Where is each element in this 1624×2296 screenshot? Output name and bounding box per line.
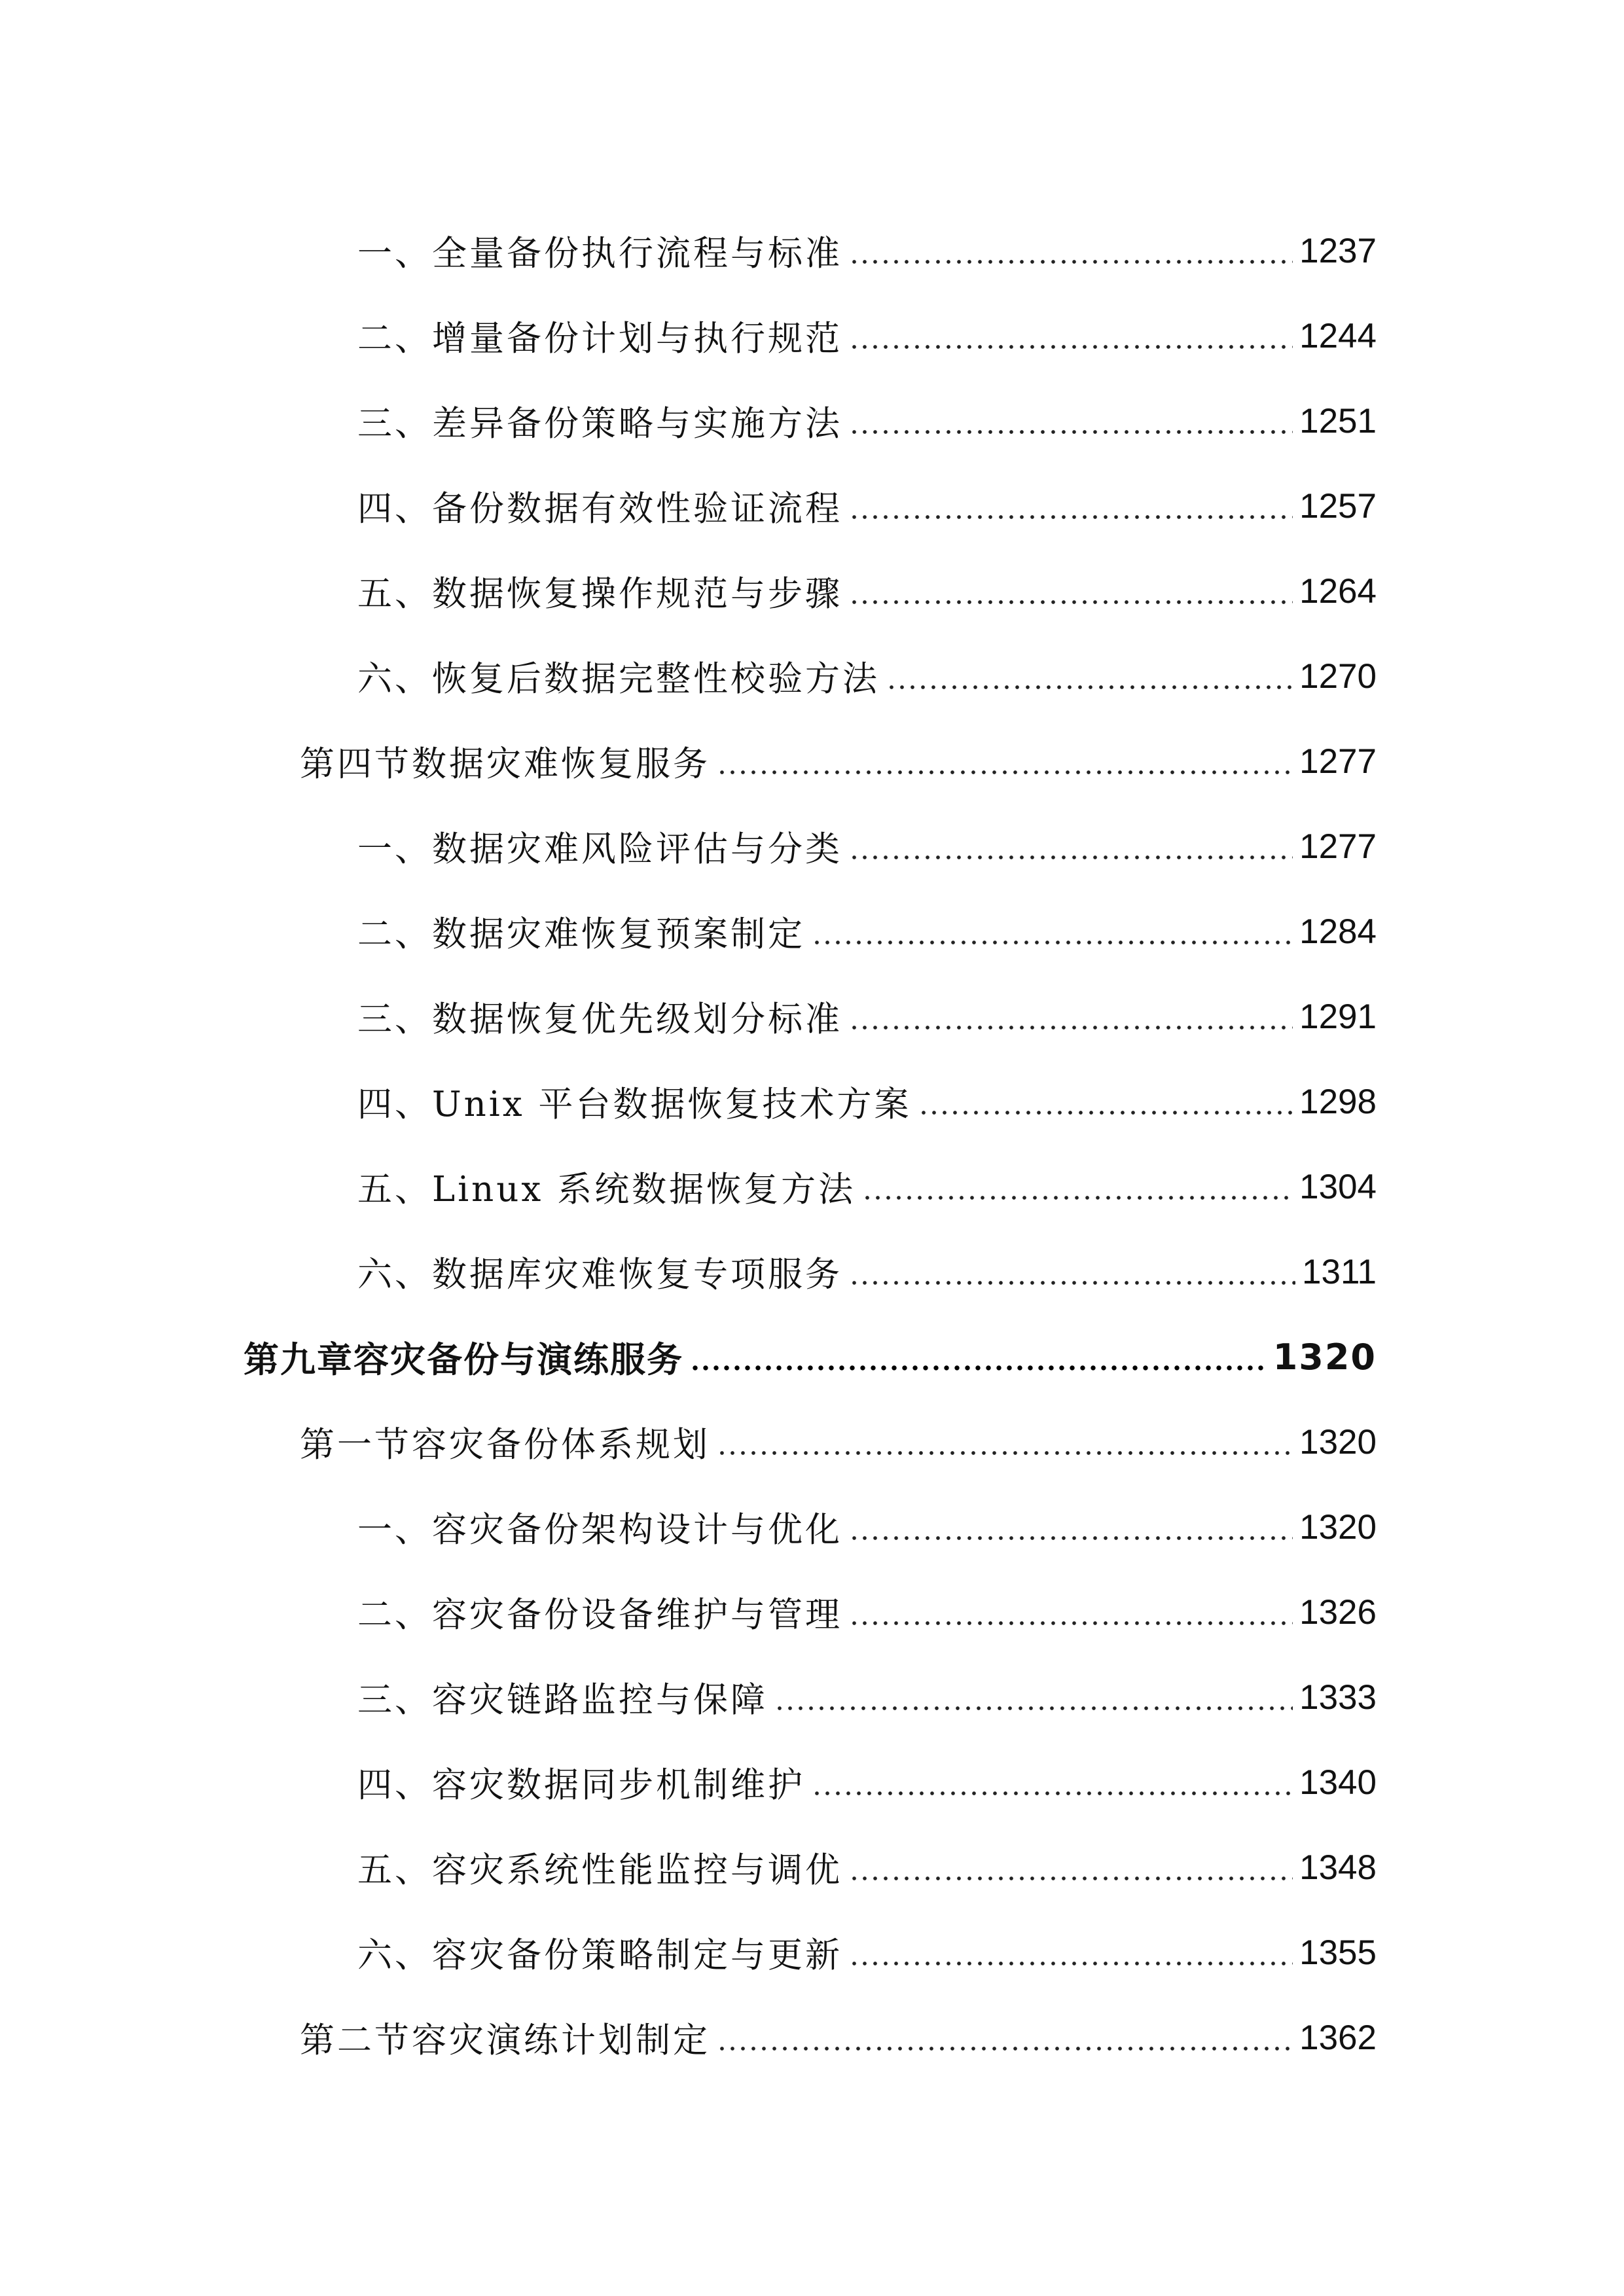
toc-leader-dots (849, 1876, 1293, 1881)
toc-entry[interactable] (357, 1144, 1377, 1229)
toc-entry-page: 1291 (1299, 997, 1377, 1036)
toc-entry-page: 1320 (1299, 1422, 1377, 1462)
toc-entry-title: 六、恢复后数据完整性校验方法 (357, 659, 880, 699)
toc-entry-page: 1277 (1299, 742, 1377, 781)
toc-entry-title: 五、数据恢复操作规范与步骤 (357, 574, 842, 614)
toc-entry-title: 三、数据恢复优先级划分标准 (357, 999, 842, 1039)
toc-entry-page: 1355 (1299, 1933, 1377, 1972)
toc-leader-dots (862, 1195, 1293, 1200)
toc-entry-title: 四、容灾数据同步机制维护 (357, 1765, 805, 1805)
toc-leader-dots (918, 1110, 1293, 1115)
toc-entry-page: 1326 (1299, 1592, 1377, 1632)
toc-entry-page: 1237 (1299, 231, 1377, 270)
toc-entry[interactable] (357, 974, 1377, 1059)
toc-leader-dots (849, 1280, 1295, 1285)
toc-leader-dots (849, 514, 1293, 520)
toc-entry-page: 1320 (1299, 1507, 1377, 1547)
toc-entry-title: 五、容灾系统性能监控与调优 (357, 1850, 842, 1890)
toc-entry-title: 一、数据灾难风险评估与分类 (357, 829, 842, 869)
toc-entry-page: 1348 (1299, 1848, 1377, 1887)
toc-entry[interactable] (357, 1825, 1377, 1910)
toc-entry[interactable] (357, 1484, 1377, 1570)
toc-entry[interactable] (357, 1910, 1377, 1995)
toc-entry[interactable] (357, 1229, 1377, 1314)
toc-leader-dots (849, 1025, 1293, 1030)
toc-leader-dots (849, 259, 1293, 264)
toc-section-entry[interactable] (300, 719, 1377, 804)
toc-entry[interactable] (357, 804, 1377, 889)
toc-entry-title: 六、数据库灾难恢复专项服务 (357, 1255, 842, 1295)
toc-entry-page: 1340 (1299, 1763, 1377, 1802)
toc-entry-title: 一、容灾备份架构设计与优化 (357, 1510, 842, 1550)
toc-entry-title: 四、Unix 平台数据恢复技术方案 (357, 1085, 912, 1124)
toc-entry-page: 1244 (1299, 316, 1377, 355)
toc-entry[interactable] (357, 1059, 1377, 1144)
toc-leader-dots (849, 855, 1293, 860)
toc-entry-page: 1320 (1272, 1336, 1377, 1378)
toc-entry-title: 第一节容灾备份体系规划 (300, 1425, 710, 1465)
toc-entry-page: 1277 (1299, 827, 1377, 866)
toc-leader-dots (849, 1535, 1293, 1541)
toc-leader-dots (812, 940, 1293, 945)
toc-section-entry[interactable] (300, 1399, 1377, 1484)
toc-entry-page: 1362 (1299, 2018, 1377, 2057)
toc-section-entry[interactable] (300, 1995, 1377, 2080)
toc-entry-page: 1257 (1299, 486, 1377, 526)
toc-entry[interactable] (357, 1570, 1377, 1655)
toc-entry-title: 五、Linux 系统数据恢复方法 (357, 1170, 856, 1210)
toc-entry[interactable] (357, 1655, 1377, 1740)
toc-leader-dots (812, 1791, 1293, 1796)
toc-entry-title: 三、容灾链路监控与保障 (357, 1680, 768, 1720)
toc-entry-title: 三、差异备份策略与实施方法 (357, 404, 842, 444)
toc-leader-dots (849, 1621, 1293, 1626)
toc-entry-title: 第九章容灾备份与演练服务 (244, 1338, 683, 1380)
toc-entry-title: 第四节数据灾难恢复服务 (300, 744, 710, 784)
toc-leader-dots (717, 2046, 1293, 2051)
toc-entry-title: 二、增量备份计划与执行规范 (357, 319, 842, 359)
toc-chapter-entry[interactable] (244, 1314, 1377, 1399)
toc-leader-dots (717, 770, 1293, 775)
toc-leader-dots (849, 429, 1293, 435)
toc-entry-page: 1298 (1299, 1082, 1377, 1121)
toc-entry[interactable] (357, 378, 1377, 463)
toc-entry-title: 四、备份数据有效性验证流程 (357, 489, 842, 529)
toc-entry[interactable] (357, 889, 1377, 974)
toc-entry[interactable] (357, 293, 1377, 378)
toc-entry-title: 六、容灾备份策略制定与更新 (357, 1935, 842, 1975)
toc-entry-title: 二、数据灾难恢复预案制定 (357, 914, 805, 954)
toc-entry-title: 第二节容灾演练计划制定 (300, 2020, 710, 2060)
toc-leader-dots (717, 1450, 1293, 1456)
toc-leader-dots (849, 600, 1293, 605)
toc-leader-dots (774, 1706, 1293, 1711)
toc-leader-dots (849, 344, 1293, 350)
toc-entry[interactable] (357, 548, 1377, 634)
toc-entry-title: 二、容灾备份设备维护与管理 (357, 1595, 842, 1635)
toc-entry-page: 1264 (1299, 571, 1377, 611)
toc-entry-page: 1251 (1299, 401, 1377, 440)
table-of-contents (0, 208, 1624, 2080)
toc-entry[interactable] (357, 208, 1377, 293)
toc-entry-page: 1304 (1299, 1167, 1377, 1206)
toc-leader-dots (886, 685, 1293, 690)
toc-entry[interactable] (357, 1740, 1377, 1825)
toc-entry[interactable] (357, 634, 1377, 719)
toc-entry-page: 1311 (1302, 1252, 1377, 1291)
toc-entry-title: 一、全量备份执行流程与标准 (357, 234, 842, 274)
toc-entry-page: 1284 (1299, 912, 1377, 951)
toc-leader-dots (690, 1365, 1267, 1371)
toc-leader-dots (849, 1961, 1293, 1966)
toc-entry[interactable] (357, 463, 1377, 548)
toc-entry-page: 1270 (1299, 656, 1377, 696)
toc-entry-page: 1333 (1299, 1677, 1377, 1717)
